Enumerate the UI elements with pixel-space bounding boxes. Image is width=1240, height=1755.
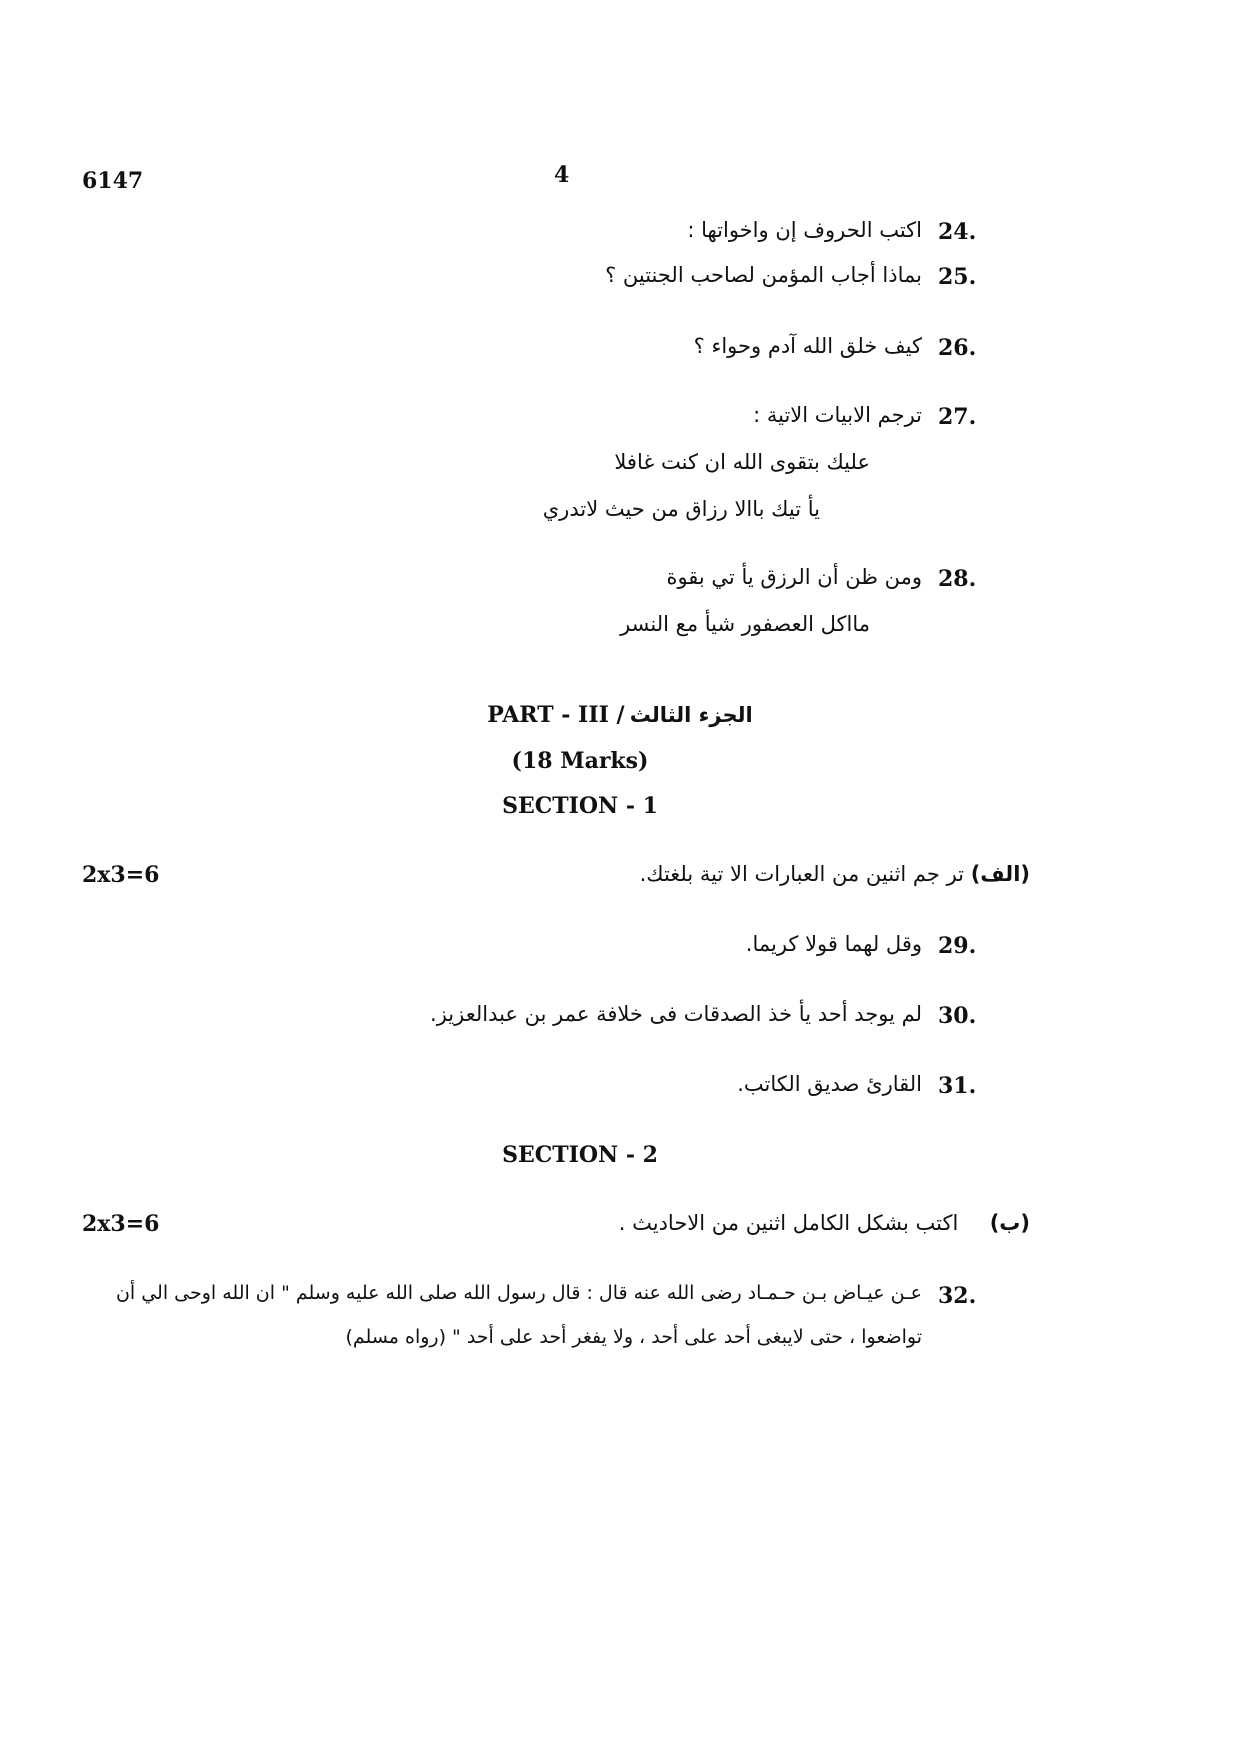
part-marks: (18 Marks) <box>511 748 649 774</box>
question-text: القارئ صديق الكاتب. <box>737 1072 922 1096</box>
instruction-label: (ب) <box>989 1211 1030 1235</box>
section-heading: SECTION - 2 <box>502 1142 658 1168</box>
paper-code: 6147 <box>82 168 144 194</box>
section-heading: SECTION - 1 <box>502 793 658 819</box>
instruction <box>130 1211 1030 1235</box>
page-number: 4 <box>554 162 570 188</box>
instruction-label: (الف) <box>970 862 1030 886</box>
question-text: كيف خلق الله آدم وحواء ؟ <box>693 334 922 358</box>
question-text: وقل لهما قولا كريما. <box>745 932 922 956</box>
verse-line: مااكل العصفور شيأ مع النسر <box>620 612 870 636</box>
question-number: 27. <box>938 404 977 430</box>
marks-label: 2x3=6 <box>82 1211 160 1237</box>
question-text: ترجم الابيات الاتية : <box>753 403 922 427</box>
question-text: اكتب الحروف إن واخواتها : <box>687 218 922 242</box>
part-title-ar: الجزء الثالث <box>629 703 753 727</box>
instruction-text: تر جم اثنين من العبارات الا تية بلغتك. <box>639 862 965 886</box>
question-text: بماذا أجاب المؤمن لصاحب الجنتين ؟ <box>605 263 922 287</box>
question-text: ومن ظن أن الرزق يأ تي بقوة <box>666 565 922 589</box>
question-number: 32. <box>938 1283 977 1309</box>
part-title-en: PART - III / <box>487 702 625 728</box>
question-number: 31. <box>938 1073 977 1099</box>
verse-line: يأ تيك باالا رزاق من حيث لاتدري <box>542 497 820 521</box>
hadith-line: عـن عيـاض بـن حـمـاد رضى الله عنه قال : قال رسول الله صلى الله عليه وسلم " ان الله اوحى الي أن <box>115 1282 922 1304</box>
hadith-line: تواضعوا ، حتى لايبغى أحد على أحد ، ولا يفغر أحد على أحد " (رواه مسلم) <box>345 1326 922 1348</box>
question-number: 25. <box>938 264 977 290</box>
question-number: 26. <box>938 335 977 361</box>
verse-line: عليك بتقوى الله ان كنت غافلا <box>614 450 870 474</box>
marks-label: 2x3=6 <box>82 862 160 888</box>
instruction <box>130 862 1030 886</box>
instruction-text: اكتب بشكل الكامل اثنين من الاحاديث . <box>618 1211 959 1235</box>
question-number: 30. <box>938 1003 977 1029</box>
question-number: 28. <box>938 566 977 592</box>
question-text: لم يوجد أحد يأ خذ الصدقات فى خلافة عمر بن عبدالعزيز. <box>430 1002 922 1026</box>
question-number: 29. <box>938 933 977 959</box>
part-title <box>0 702 1240 728</box>
question-number: 24. <box>938 219 977 245</box>
